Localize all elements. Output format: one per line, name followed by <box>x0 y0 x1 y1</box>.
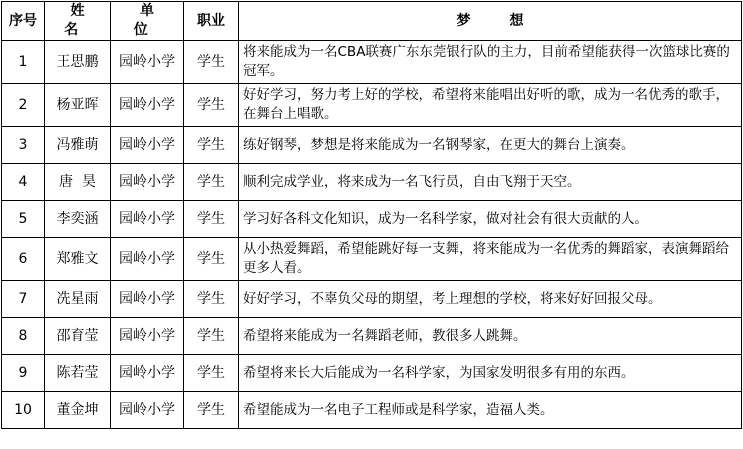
cell-job: 学生 <box>184 392 239 429</box>
cell-dream: 练好钢琴，梦想是将来能成为一名钢琴家，在更大的舞台上演奏。 <box>239 127 742 164</box>
cell-unit: 园岭小学 <box>111 164 184 201</box>
cell-dream: 从小热爱舞蹈，希望能跳好每一支舞，将来能成为一名优秀的舞蹈家，表演舞蹈给更多人看。 <box>239 238 742 281</box>
cell-unit: 园岭小学 <box>111 238 184 281</box>
cell-no: 9 <box>2 355 45 392</box>
cell-job: 学生 <box>184 84 239 127</box>
cell-unit: 园岭小学 <box>111 201 184 238</box>
cell-no: 8 <box>2 318 45 355</box>
cell-unit: 园岭小学 <box>111 41 184 84</box>
cell-dream: 希望能成为一名电子工程师或是科学家，造福人类。 <box>239 392 742 429</box>
header-unit-label: 单 位 <box>133 3 167 38</box>
cell-job: 学生 <box>184 164 239 201</box>
cell-no: 6 <box>2 238 45 281</box>
header-dream-label: 梦 想 <box>456 12 524 29</box>
table-row <box>2 392 742 429</box>
cell-name: 王思鹏 <box>45 41 111 84</box>
table-row <box>2 84 742 127</box>
table-row <box>2 164 742 201</box>
cell-no: 2 <box>2 84 45 127</box>
table-row <box>2 41 742 84</box>
table-row <box>2 318 742 355</box>
dreams-table <box>1 1 742 429</box>
header-no: 序号 <box>2 2 45 41</box>
cell-job: 学生 <box>184 355 239 392</box>
cell-name: 陈若莹 <box>45 355 111 392</box>
cell-dream: 顺利完成学业，将来成为一名飞行员，自由飞翔于天空。 <box>239 164 742 201</box>
cell-unit: 园岭小学 <box>111 392 184 429</box>
cell-name: 杨亚晖 <box>45 84 111 127</box>
header-job: 职业 <box>184 2 239 41</box>
cell-job: 学生 <box>184 238 239 281</box>
cell-no: 1 <box>2 41 45 84</box>
cell-no: 5 <box>2 201 45 238</box>
header-name <box>45 2 111 41</box>
cell-name: 邵育莹 <box>45 318 111 355</box>
cell-name: 唐 昊 <box>45 164 111 201</box>
cell-no: 4 <box>2 164 45 201</box>
cell-job: 学生 <box>184 318 239 355</box>
cell-dream: 好好学习，不辜负父母的期望，考上理想的学校，将来好好回报父母。 <box>239 281 742 318</box>
cell-dream: 学习好各科文化知识，成为一名科学家，做对社会有很大贡献的人。 <box>239 201 742 238</box>
table-row <box>2 238 742 281</box>
cell-unit: 园岭小学 <box>111 281 184 318</box>
cell-job: 学生 <box>184 41 239 84</box>
cell-unit: 园岭小学 <box>111 84 184 127</box>
cell-dream: 将来能成为一名CBA联赛广东东莞银行队的主力，目前希望能获得一次篮球比赛的冠军。 <box>239 41 742 84</box>
cell-name: 董金坤 <box>45 392 111 429</box>
cell-name: 冯雅萌 <box>45 127 111 164</box>
cell-no: 3 <box>2 127 45 164</box>
header-name-label: 姓 名 <box>64 3 98 38</box>
table-row <box>2 127 742 164</box>
cell-name: 郑雅文 <box>45 238 111 281</box>
header-unit <box>111 2 184 41</box>
table-row <box>2 281 742 318</box>
cell-unit: 园岭小学 <box>111 127 184 164</box>
cell-job: 学生 <box>184 201 239 238</box>
cell-job: 学生 <box>184 127 239 164</box>
cell-no: 7 <box>2 281 45 318</box>
table-row <box>2 355 742 392</box>
table-row <box>2 201 742 238</box>
header-dream <box>239 2 742 41</box>
cell-job: 学生 <box>184 281 239 318</box>
cell-dream: 希望将来能成为一名舞蹈老师，教很多人跳舞。 <box>239 318 742 355</box>
cell-name: 冼星雨 <box>45 281 111 318</box>
cell-unit: 园岭小学 <box>111 318 184 355</box>
header-row <box>2 2 742 41</box>
table-body <box>2 41 742 429</box>
cell-dream: 好好学习，努力考上好的学校，希望将来能唱出好听的歌，成为一名优秀的歌手，在舞台上唱歌。 <box>239 84 742 127</box>
cell-unit: 园岭小学 <box>111 355 184 392</box>
cell-name: 李奕涵 <box>45 201 111 238</box>
cell-dream: 希望将来长大后能成为一名科学家，为国家发明很多有用的东西。 <box>239 355 742 392</box>
cell-no: 10 <box>2 392 45 429</box>
